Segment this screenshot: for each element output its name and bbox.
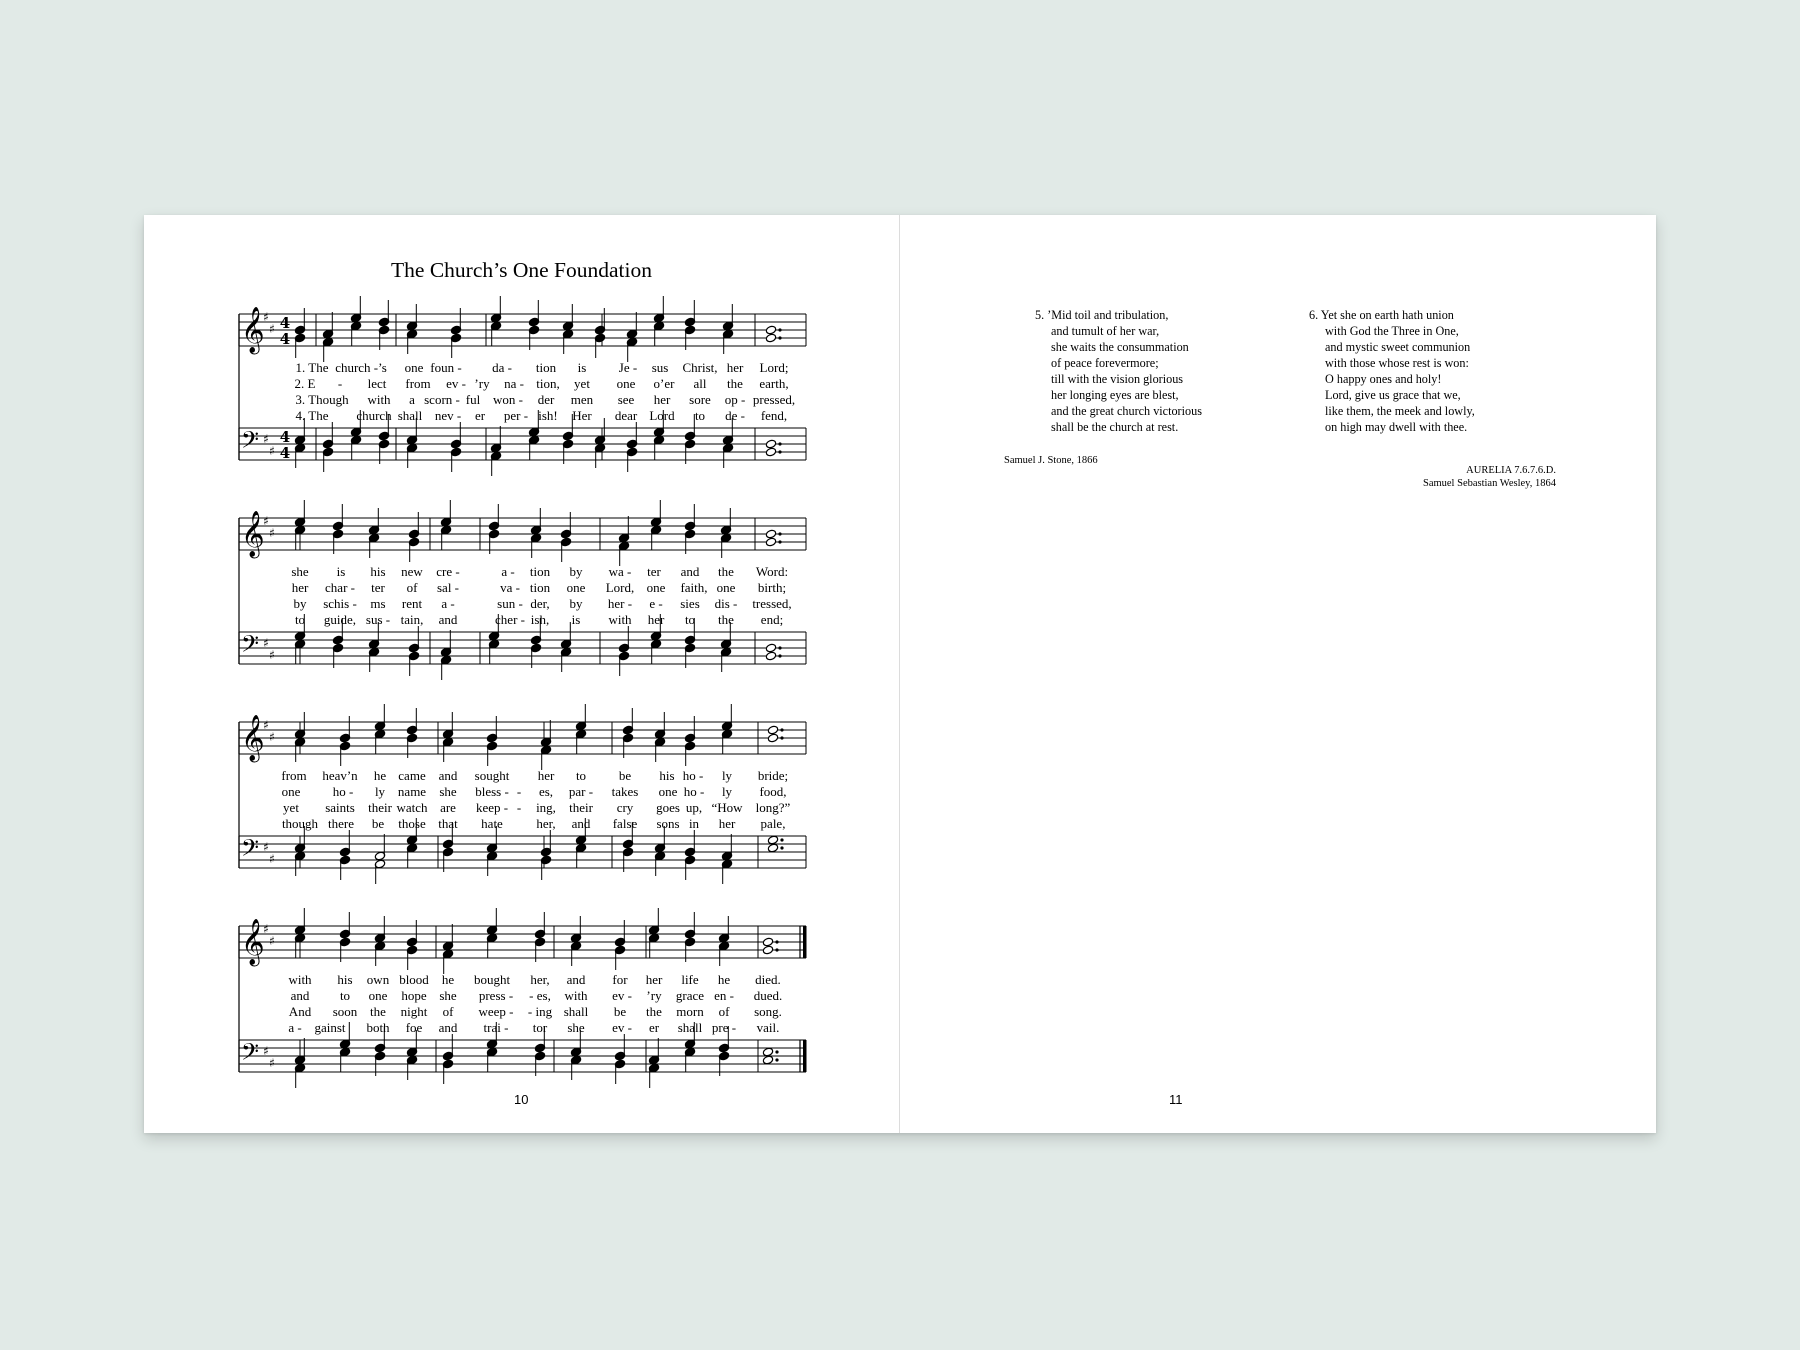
- lyric-syllable: press -: [478, 988, 514, 1003]
- lyrics-block: [236, 768, 954, 832]
- verse-6: [1309, 307, 1475, 435]
- lyric-syllable: pressed,: [752, 392, 796, 407]
- verse-line: her longing eyes are blest,: [1051, 388, 1179, 402]
- lyric-syllable: 4. The: [295, 408, 329, 423]
- lyric-syllable: be: [371, 816, 385, 831]
- lyric-syllable: own: [366, 972, 390, 987]
- lyric-syllable: all: [693, 376, 707, 391]
- lyric-line-1: [236, 972, 954, 988]
- music-system-4: [236, 912, 954, 1122]
- lyric-syllable: the: [370, 1004, 386, 1019]
- lyric-syllable: she: [567, 1020, 585, 1035]
- lyric-syllable: 3. Though: [295, 392, 349, 407]
- lyric-syllable: tion: [535, 360, 557, 375]
- lyric-syllable: in: [688, 816, 700, 831]
- lyric-syllable: op -: [724, 392, 746, 407]
- verse-line: and tumult of her war,: [1051, 324, 1160, 338]
- lyric-syllable: one: [566, 580, 586, 595]
- time-signature: 4: [279, 330, 291, 348]
- sharp-icon: ♯: [263, 310, 269, 324]
- lyric-syllable: are: [440, 800, 456, 815]
- lyric-syllable: er: [648, 1020, 660, 1035]
- sharp-icon: ♯: [269, 852, 275, 866]
- verse-line: O happy ones and holy!: [1325, 372, 1442, 386]
- lyric-syllable: ly: [721, 784, 733, 799]
- lyric-line-2: [236, 784, 954, 800]
- lyric-syllable: sal -: [436, 580, 460, 595]
- lyric-syllable: one: [404, 360, 424, 375]
- lyric-syllable: ’ry: [474, 376, 490, 391]
- lyric-syllable: Christ,: [682, 360, 718, 375]
- verse-line: with God the Three in One,: [1325, 324, 1459, 338]
- lyric-syllable: heav’n: [322, 768, 358, 783]
- lyric-syllable: new: [401, 564, 423, 579]
- verse-line: and the great church victorious: [1051, 404, 1202, 418]
- lyric-syllable: shall: [397, 408, 423, 423]
- lyric-syllable: vail.: [756, 1020, 780, 1035]
- sharp-icon: ♯: [263, 432, 269, 446]
- lyric-syllable: - ing: [527, 1004, 553, 1019]
- lyric-syllable: of: [718, 1004, 730, 1019]
- lyrics-block: [236, 360, 954, 424]
- sharp-icon: ♯: [269, 730, 275, 744]
- lyric-syllable: and: [566, 972, 586, 987]
- lyric-syllable: na -: [504, 376, 524, 391]
- lyric-syllable: her,: [530, 972, 550, 987]
- lyric-syllable: sun -: [497, 596, 523, 611]
- lyric-syllable: sore: [689, 392, 711, 407]
- lyric-syllable: grace: [675, 988, 705, 1003]
- lyric-syllable: she: [439, 784, 457, 799]
- sharp-icon: ♯: [269, 322, 275, 336]
- lyric-syllable: tion: [529, 564, 551, 579]
- lyric-syllable: church: [356, 408, 392, 423]
- lyric-line-4: [236, 612, 954, 628]
- lyric-line-2: [236, 580, 954, 596]
- lyric-syllable: her: [718, 816, 736, 831]
- lyric-syllable: he: [373, 768, 387, 783]
- lyric-line-3: [236, 392, 954, 408]
- lyric-syllable: hope: [401, 988, 427, 1003]
- lyric-syllable: cre -: [436, 564, 460, 579]
- verse-line: Lord, give us grace that we,: [1325, 388, 1461, 402]
- lyric-syllable: gainst: [314, 1020, 346, 1035]
- lyric-syllable: ho -: [332, 784, 354, 799]
- lyric-syllable: see: [617, 392, 635, 407]
- lyric-syllable: ing,: [536, 800, 556, 815]
- lyric-syllable: earth,: [759, 376, 789, 391]
- music-system-2: [236, 504, 954, 714]
- lyric-syllable: for: [612, 972, 628, 987]
- lyric-syllable: she: [439, 988, 457, 1003]
- lyric-syllable: and: [290, 988, 310, 1003]
- lyric-syllable: and: [680, 564, 700, 579]
- left-page: [144, 215, 899, 1133]
- lyric-syllable: rent: [401, 596, 423, 611]
- lyric-syllable: from: [405, 376, 431, 391]
- lyric-syllable: birth;: [757, 580, 787, 595]
- lyric-line-1: [236, 768, 954, 784]
- lyric-syllable: won -: [493, 392, 523, 407]
- lyric-syllable: he: [441, 972, 455, 987]
- treble-clef-icon: 𝄞: [241, 919, 265, 965]
- lyric-syllable: her: [291, 580, 309, 595]
- lyric-line-2: [236, 376, 954, 392]
- lyric-syllable: of: [406, 580, 418, 595]
- sharp-icon: ♯: [263, 1044, 269, 1058]
- lyric-syllable: there: [328, 816, 354, 831]
- verse-line: with those whose rest is won:: [1325, 356, 1469, 370]
- lyric-syllable: trai -: [483, 1020, 509, 1035]
- verse-line: of peace forevermore;: [1051, 356, 1159, 370]
- lyrics-block: [236, 564, 954, 628]
- verse-line: like them, the meek and lowly,: [1325, 404, 1475, 418]
- lyric-syllable: sons: [656, 816, 680, 831]
- lyric-syllable: a -: [501, 564, 515, 579]
- hymn-title: The Church’s One Foundation: [391, 258, 652, 282]
- treble-clef-icon: 𝄞: [241, 511, 265, 557]
- lyric-syllable: her: [647, 612, 665, 627]
- lyric-syllable: schis -: [323, 596, 357, 611]
- verse-line: 6. Yet she on earth hath union: [1309, 308, 1454, 322]
- lyric-syllable: ’ry: [646, 988, 662, 1003]
- lyric-syllable: weep -: [478, 1004, 514, 1019]
- lyric-syllable: wa -: [608, 564, 632, 579]
- lyric-syllable: - es,: [529, 988, 551, 1003]
- lyric-syllable: and: [438, 768, 458, 783]
- lyric-syllable: -: [337, 376, 343, 391]
- lyric-syllable: 1. The: [295, 360, 329, 375]
- lyric-syllable: the: [718, 612, 734, 627]
- lyric-syllable: with: [288, 972, 312, 987]
- lyric-syllable: with: [564, 988, 588, 1003]
- lyric-syllable: yet: [574, 376, 590, 391]
- lyric-line-1: [236, 564, 954, 580]
- lyric-syllable: Her: [572, 408, 592, 423]
- lyric-line-1: [236, 360, 954, 376]
- lyric-syllable: a -: [441, 596, 455, 611]
- lyric-syllable: one: [281, 784, 301, 799]
- lyric-syllable: church -’s: [335, 360, 387, 375]
- verse-line: on high may dwell with thee.: [1325, 420, 1468, 434]
- lyric-syllable: by: [569, 596, 583, 611]
- lyric-syllable: sus: [651, 360, 669, 375]
- lyric-syllable: food,: [759, 784, 787, 799]
- lyric-syllable: tressed,: [752, 596, 792, 611]
- lyric-syllable: fend,: [760, 408, 788, 423]
- lyric-syllable: nev -: [434, 408, 462, 423]
- lyric-syllable: -: [516, 784, 522, 799]
- lyric-syllable: saints: [325, 800, 355, 815]
- lyric-syllable: ms: [370, 596, 386, 611]
- lyrics-block: [236, 972, 954, 1036]
- lyric-syllable: one: [658, 784, 678, 799]
- lyric-syllable: his: [370, 564, 386, 579]
- bass-clef-icon: 𝄢: [241, 426, 260, 459]
- lyric-syllable: long?”: [755, 800, 791, 815]
- lyric-syllable: lect: [367, 376, 387, 391]
- lyric-syllable: der,: [530, 596, 550, 611]
- time-signature: 4: [279, 314, 291, 332]
- sharp-icon: ♯: [263, 840, 269, 854]
- lyric-syllable: both: [366, 1020, 390, 1035]
- lyric-syllable: de -: [725, 408, 745, 423]
- lyric-syllable: ter: [647, 564, 661, 579]
- lyric-syllable: sus -: [365, 612, 391, 627]
- lyric-syllable: blood: [399, 972, 429, 987]
- lyric-syllable: yet: [283, 800, 299, 815]
- lyric-syllable: name: [397, 784, 427, 799]
- lyric-syllable: one: [716, 580, 736, 595]
- lyric-syllable: er: [474, 408, 486, 423]
- lyric-syllable: from: [281, 768, 307, 783]
- sharp-icon: ♯: [263, 922, 269, 936]
- sharp-icon: ♯: [263, 514, 269, 528]
- lyric-syllable: en -: [714, 988, 734, 1003]
- lyric-syllable: bought: [473, 972, 511, 987]
- lyric-syllable: Lord,: [605, 580, 635, 595]
- lyric-syllable: morn: [676, 1004, 704, 1019]
- lyric-syllable: that: [438, 816, 458, 831]
- lyric-syllable: her: [537, 768, 555, 783]
- lyric-syllable: “How: [711, 800, 743, 815]
- tune-name: AURELIA 7.6.7.6.D.: [1466, 465, 1556, 476]
- lyric-syllable: dued.: [753, 988, 783, 1003]
- lyric-syllable: Lord: [649, 408, 675, 423]
- lyric-syllable: faith,: [680, 580, 708, 595]
- lyric-line-2: [236, 988, 954, 1004]
- sharp-icon: ♯: [263, 718, 269, 732]
- lyric-syllable: one: [646, 580, 666, 595]
- lyric-syllable: is: [336, 564, 346, 579]
- lyric-syllable: false: [612, 816, 638, 831]
- lyric-syllable: dis -: [714, 596, 738, 611]
- verse-line: shall be the church at rest.: [1051, 420, 1179, 434]
- lyric-syllable: though: [281, 816, 319, 831]
- lyric-syllable: be: [618, 768, 632, 783]
- lyric-syllable: foun -: [430, 360, 462, 375]
- lyric-syllable: to: [575, 768, 587, 783]
- lyric-line-3: [236, 800, 954, 816]
- lyric-syllable: she: [291, 564, 309, 579]
- lyric-syllable: with: [367, 392, 391, 407]
- lyric-syllable: the: [718, 564, 734, 579]
- lyric-syllable: her: [726, 360, 744, 375]
- music-system-3: [236, 708, 954, 918]
- lyric-syllable: par -: [568, 784, 594, 799]
- bass-clef-icon: 𝄢: [241, 1038, 260, 1071]
- treble-clef-icon: 𝄞: [241, 715, 265, 761]
- lyric-syllable: sought: [474, 768, 510, 783]
- lyric-syllable: men: [570, 392, 594, 407]
- lyric-syllable: tain,: [400, 612, 424, 627]
- lyric-syllable: her -: [607, 596, 633, 611]
- tune-composer-credit: Samuel Sebastian Wesley, 1864: [1422, 478, 1556, 489]
- lyric-syllable: died.: [755, 972, 781, 987]
- lyric-syllable: ho -: [682, 768, 704, 783]
- right-page: [900, 215, 1656, 1133]
- time-signature: 4: [279, 428, 291, 446]
- lyric-syllable: bless -: [475, 784, 509, 799]
- lyric-syllable: night: [400, 1004, 428, 1019]
- lyric-syllable: shall: [563, 1004, 589, 1019]
- lyric-syllable: hate: [481, 816, 503, 831]
- lyric-syllable: foe: [405, 1020, 423, 1035]
- lyric-line-4: [236, 408, 954, 424]
- lyric-line-4: [236, 1020, 954, 1036]
- bass-clef-icon: 𝄢: [241, 834, 260, 867]
- bass-clef-icon: 𝄢: [241, 630, 260, 663]
- lyric-syllable: to: [694, 408, 706, 423]
- lyric-syllable: tion,: [536, 376, 560, 391]
- lyric-syllable: es,: [538, 784, 554, 799]
- lyric-line-3: [236, 1004, 954, 1020]
- lyric-syllable: per -: [503, 408, 529, 423]
- lyric-syllable: came: [398, 768, 426, 783]
- page-number-left: 10: [514, 1092, 529, 1107]
- lyric-syllable: cry: [616, 800, 634, 815]
- lyric-syllable: pre -: [711, 1020, 737, 1035]
- lyric-syllable: va -: [500, 580, 520, 595]
- lyric-syllable: and: [438, 1020, 458, 1035]
- lyric-line-4: [236, 816, 954, 832]
- text-author-credit: Samuel J. Stone, 1866: [1004, 455, 1098, 466]
- lyric-syllable: his: [337, 972, 353, 987]
- lyric-syllable: ho -: [683, 784, 705, 799]
- lyric-syllable: with: [608, 612, 632, 627]
- lyric-syllable: sies: [680, 596, 700, 611]
- lyric-syllable: by: [293, 596, 307, 611]
- lyric-syllable: cher -: [495, 612, 525, 627]
- lyric-syllable: watch: [396, 800, 428, 815]
- lyric-syllable: goes: [656, 800, 680, 815]
- open-book: [144, 215, 1656, 1133]
- lyric-syllable: life: [681, 972, 699, 987]
- page-number-right: 11: [1169, 1092, 1183, 1107]
- lyric-syllable: bride;: [757, 768, 789, 783]
- sharp-icon: ♯: [269, 444, 275, 458]
- lyric-syllable: tor: [532, 1020, 548, 1035]
- lyric-syllable: a -: [288, 1020, 302, 1035]
- lyric-syllable: o’er: [653, 376, 675, 391]
- lyric-syllable: is: [571, 612, 581, 627]
- lyric-syllable: da -: [492, 360, 512, 375]
- lyric-syllable: ly: [374, 784, 386, 799]
- lyric-syllable: her: [653, 392, 671, 407]
- verse-line: 5. ’Mid toil and tribulation,: [1035, 308, 1169, 322]
- sharp-icon: ♯: [269, 934, 275, 948]
- lyric-syllable: the: [646, 1004, 662, 1019]
- lyric-syllable: Je -: [618, 360, 638, 375]
- lyric-syllable: keep -: [475, 800, 509, 815]
- music-system-1: [236, 300, 954, 510]
- sharp-icon: ♯: [263, 636, 269, 650]
- lyric-syllable: of: [442, 1004, 454, 1019]
- lyric-syllable: pale,: [760, 816, 786, 831]
- lyric-syllable: song.: [754, 1004, 782, 1019]
- verse-line: she waits the consummation: [1051, 340, 1189, 354]
- lyric-syllable: end;: [760, 612, 784, 627]
- lyric-syllable: is: [577, 360, 587, 375]
- lyric-syllable: the: [727, 376, 743, 391]
- lyric-syllable: by: [569, 564, 583, 579]
- lyric-syllable: tion: [529, 580, 551, 595]
- lyric-syllable: and: [438, 612, 458, 627]
- lyric-syllable: their: [368, 800, 392, 815]
- lyric-syllable: char -: [325, 580, 355, 595]
- lyric-line-3: [236, 596, 954, 612]
- verse-line: and mystic sweet communion: [1325, 340, 1471, 354]
- lyric-syllable: takes: [611, 784, 639, 799]
- lyric-syllable: her: [645, 972, 663, 987]
- lyric-syllable: guide,: [323, 612, 357, 627]
- lyric-syllable: e -: [649, 596, 663, 611]
- time-signature: 4: [279, 444, 291, 462]
- lyric-syllable: -: [516, 800, 522, 815]
- sharp-icon: ♯: [269, 1056, 275, 1070]
- lyric-syllable: shall: [677, 1020, 703, 1035]
- lyric-syllable: their: [569, 800, 593, 815]
- lyric-syllable: Lord;: [759, 360, 789, 375]
- sharp-icon: ♯: [269, 648, 275, 662]
- lyric-syllable: Word:: [755, 564, 789, 579]
- lyric-syllable: a: [409, 392, 415, 407]
- lyric-syllable: ter: [371, 580, 385, 595]
- lyric-syllable: 2. E: [294, 376, 316, 391]
- lyric-syllable: soon: [332, 1004, 358, 1019]
- lyric-syllable: her,: [536, 816, 556, 831]
- lyric-syllable: And: [288, 1004, 312, 1019]
- lyric-syllable: ish,: [530, 612, 550, 627]
- lyric-syllable: scorn -: [424, 392, 460, 407]
- lyric-syllable: ev -: [612, 988, 632, 1003]
- verse-5: [1035, 307, 1202, 435]
- lyric-syllable: der: [537, 392, 555, 407]
- sharp-icon: ♯: [269, 526, 275, 540]
- lyric-syllable: ful: [465, 392, 481, 407]
- lyric-syllable: ev -: [446, 376, 466, 391]
- lyric-syllable: to: [684, 612, 696, 627]
- lyric-syllable: one: [616, 376, 636, 391]
- lyric-syllable: ly: [721, 768, 733, 783]
- lyric-syllable: and: [571, 816, 591, 831]
- lyric-syllable: those: [398, 816, 426, 831]
- lyric-syllable: to: [294, 612, 306, 627]
- lyric-syllable: ish!: [538, 408, 558, 423]
- treble-clef-icon: 𝄞: [241, 307, 265, 353]
- lyric-syllable: one: [368, 988, 388, 1003]
- lyric-syllable: to: [339, 988, 351, 1003]
- lyric-syllable: dear: [614, 408, 638, 423]
- lyric-syllable: he: [717, 972, 731, 987]
- lyric-syllable: be: [613, 1004, 627, 1019]
- verse-line: till with the vision glorious: [1051, 372, 1184, 386]
- lyric-syllable: ev -: [612, 1020, 632, 1035]
- lyric-syllable: his: [659, 768, 675, 783]
- lyric-syllable: up,: [685, 800, 703, 815]
